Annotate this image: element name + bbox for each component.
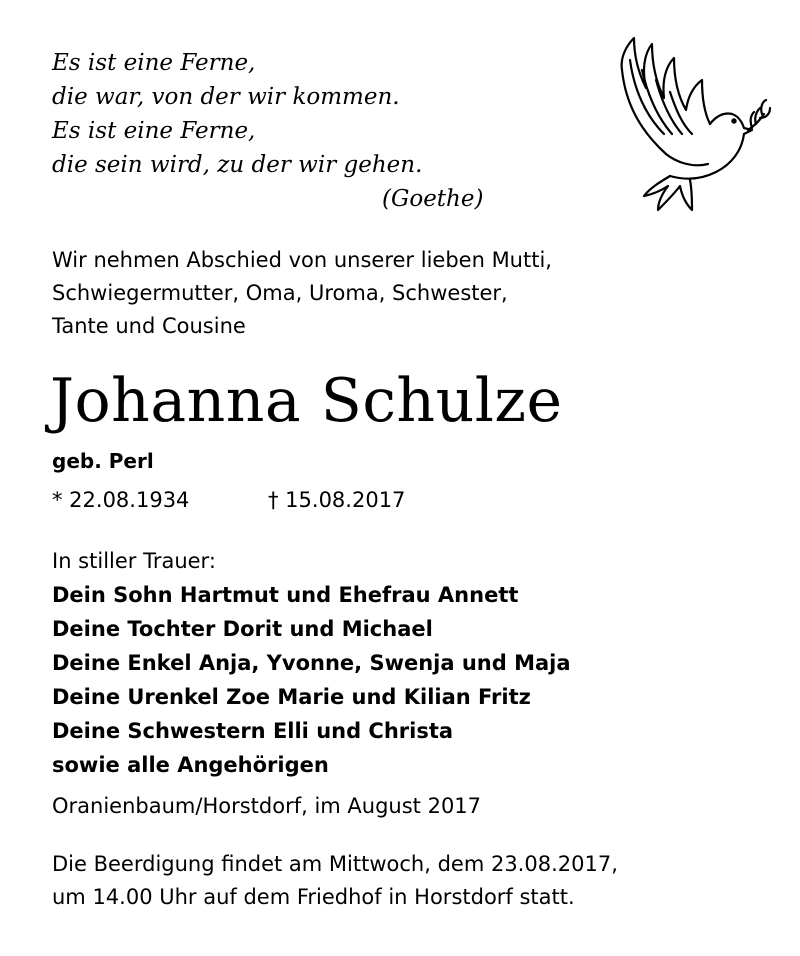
- funeral-line: Die Beerdigung findet am Mittwoch, dem 23.08.2017,: [52, 852, 618, 876]
- funeral-notice: [52, 848, 772, 914]
- death-date: † 15.08.2017: [268, 488, 406, 512]
- poem-quote: [52, 46, 512, 216]
- maiden-name: geb. Perl: [52, 449, 154, 473]
- mourner-entry: Deine Enkel Anja, Yvonne, Swenja und Maja: [52, 651, 571, 675]
- mourners-heading: In stiller Trauer:: [52, 549, 216, 573]
- intro-line: Schwiegermutter, Oma, Uroma, Schwester,: [52, 281, 508, 305]
- poem-attribution: (Goethe): [382, 186, 484, 212]
- mourner-entry: Deine Tochter Dorit und Michael: [52, 617, 433, 641]
- mourner-entry: Dein Sohn Hartmut und Ehefrau Annett: [52, 583, 519, 607]
- farewell-intro: [52, 244, 772, 343]
- poem-line: die sein wird, zu der wir gehen.: [52, 152, 423, 178]
- intro-line: Wir nehmen Abschied von unserer lieben Mutti,: [52, 248, 552, 272]
- poem-line: Es ist eine Ferne,: [52, 50, 256, 76]
- poem-line: die war, von der wir kommen.: [52, 84, 400, 110]
- birth-date: * 22.08.1934: [52, 488, 190, 512]
- deceased-name: Johanna Schulze: [50, 366, 563, 436]
- mourner-entry: Deine Schwestern Elli und Christa: [52, 719, 454, 743]
- mourners-list: [52, 544, 772, 782]
- poem-line: Es ist eine Ferne,: [52, 118, 256, 144]
- mourner-entry: Deine Urenkel Zoe Marie und Kilian Fritz: [52, 685, 531, 709]
- funeral-line: um 14.00 Uhr auf dem Friedhof in Horstdorf statt.: [52, 885, 575, 909]
- place-and-date: Oranienbaum/Horstdorf, im August 2017: [52, 794, 482, 818]
- dove-with-olive-branch-icon: [604, 30, 772, 216]
- intro-line: Tante und Cousine: [52, 314, 246, 338]
- mourner-entry: sowie alle Angehörigen: [52, 753, 329, 777]
- life-dates: [52, 485, 406, 515]
